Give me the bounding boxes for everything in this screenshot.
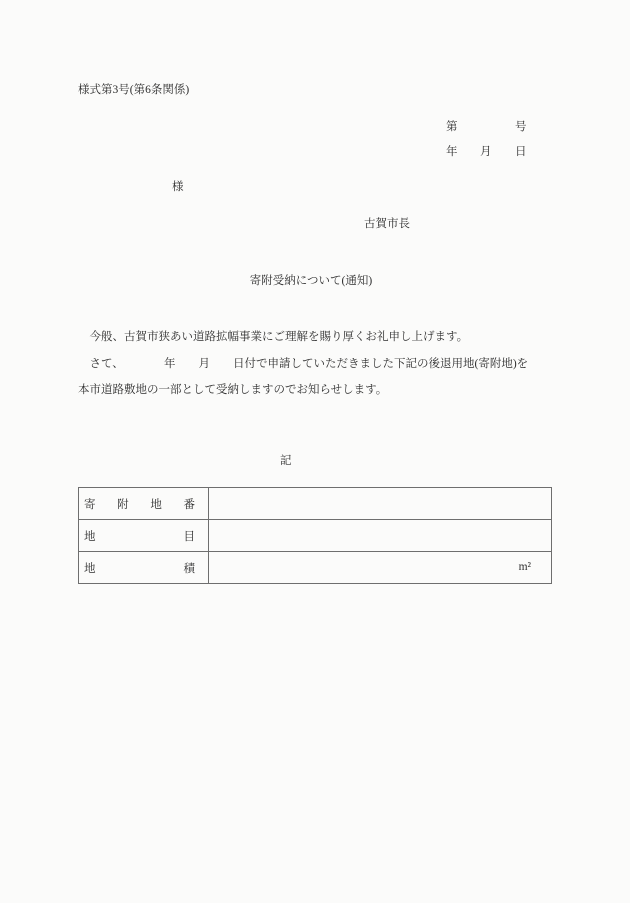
doc-number-prefix: 第 xyxy=(446,121,458,133)
record-marker: 記 xyxy=(280,455,292,467)
sender-mayor: 古賀市長 xyxy=(364,218,410,230)
row-value-land-area xyxy=(209,552,552,584)
doc-number-suffix: 号 xyxy=(515,121,527,133)
row-label-land-area: 地積 xyxy=(79,552,209,584)
row-value-land-category xyxy=(209,520,552,552)
table-row-lot-number xyxy=(79,488,552,520)
date-month-label: 月 xyxy=(480,146,492,158)
form-number: 様式第3号(第6条関係) xyxy=(78,84,190,96)
addressee-honorific: 様 xyxy=(172,181,184,193)
date-day-label: 日 xyxy=(515,146,527,158)
row-label-lot-number: 寄附地番 xyxy=(79,488,209,520)
row-value-lot-number xyxy=(209,488,552,520)
square-meter-unit: m² xyxy=(518,561,531,574)
body-line-1: 今般、古賀市狭あい道路拡幅事業にご理解を賜り厚くお礼申し上げます。 xyxy=(78,331,469,343)
date-year-label: 年 xyxy=(446,146,458,158)
document-title: 寄附受納について(通知) xyxy=(249,275,373,287)
table-row-land-area xyxy=(79,552,552,584)
body-line-3: 本市道路敷地の一部として受納しますのでお知らせします。 xyxy=(78,384,388,396)
body-paragraph xyxy=(78,324,558,404)
row-label-land-category: 地目 xyxy=(79,520,209,552)
table-row-land-category xyxy=(79,520,552,552)
body-line-2: さて、 年 月 日付で申請していただきました下記の後退用地(寄附地)を xyxy=(78,357,529,370)
donation-details-table xyxy=(78,487,552,584)
